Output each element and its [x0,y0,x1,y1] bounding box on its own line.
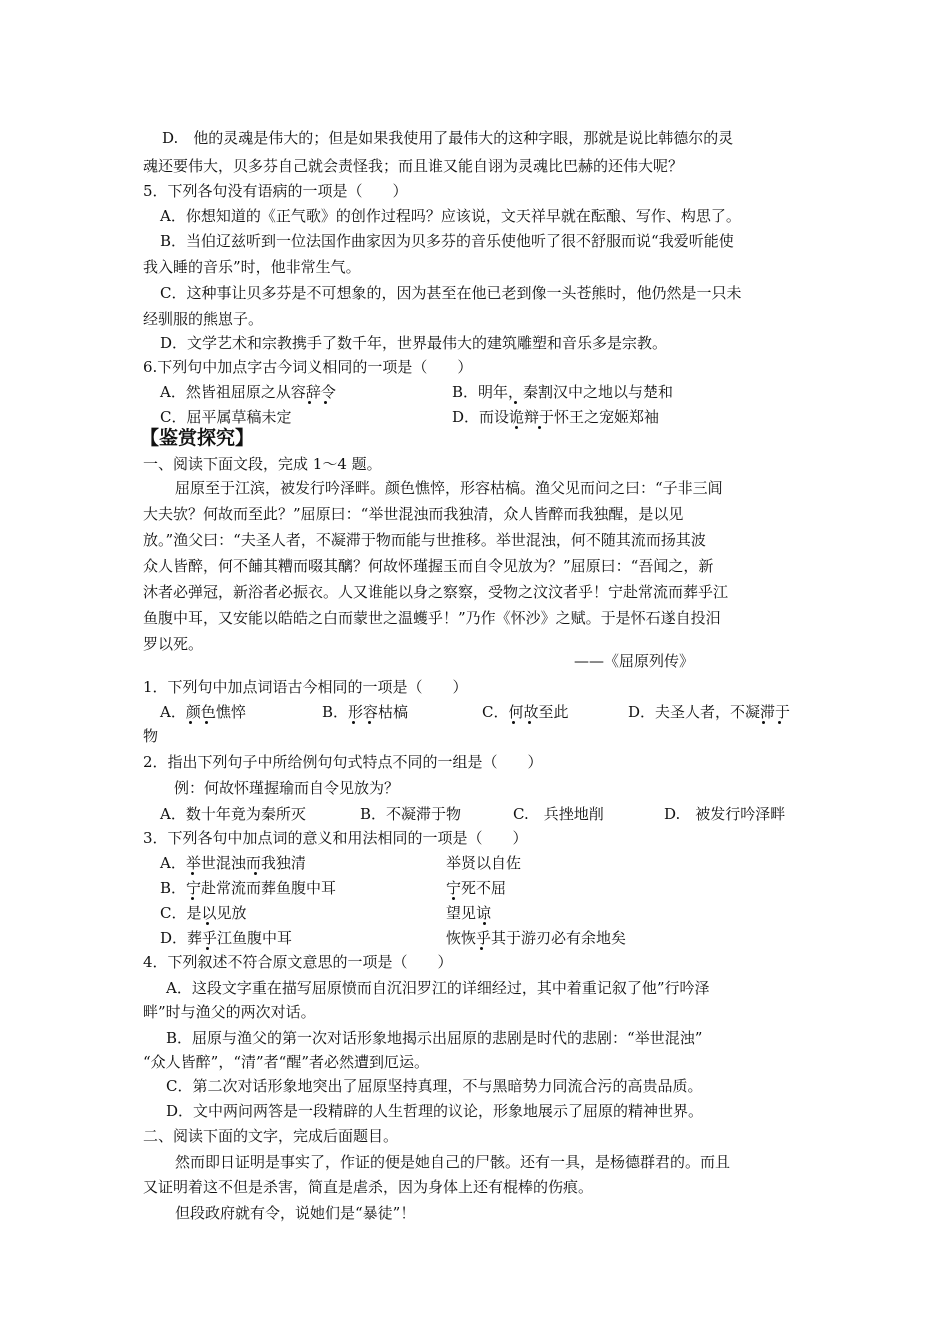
emphasis-dot [538,426,541,429]
emphasis-dot [368,721,371,724]
p1-q3-option-c-compare: 望见谅 [446,904,492,922]
emphasis-dot [352,721,355,724]
emphasis-dot [308,401,311,404]
p1-q3-option-a: A．举世混浊而我独清 [160,854,306,872]
p1-q4-option-a-line1: A．这段文字重在描写屈原愤而自沉汨罗江的详细经过，其中着重记叙了他”行吟泽 [166,979,710,997]
passage-line: 罗以死。 [143,635,204,653]
p1-q3-option-b: B．宁赴常流而葬鱼腹中耳 [160,879,337,897]
part2-paragraph-2: 但段政府就有令，说她们是“暴徒”！ [175,1204,416,1222]
emphasis-dot [528,721,531,724]
p1-q2-option-b: B．不凝滞于物 [360,805,462,823]
passage-source: ——《屈原列传》 [574,652,695,670]
emphasis-dot [254,872,257,875]
q6-option-a: A．然皆祖屈原之从容辞令 [160,383,336,401]
emphasis-dot [206,947,209,950]
passage-line: 大夫欤？何故而至此？”屈原曰：“举世混浊而我独清，众人皆醉而我独醒，是以见 [143,505,684,523]
p1-q2-option-c: C. 兵挫地削 [513,805,604,823]
p1-q3-option-d-compare: 恢恢乎其于游刃必有余地矣 [446,929,627,947]
part1-intro: 一、阅读下面文段，完成 1～4 题。 [143,455,382,473]
passage-line: 鱼腹中耳，又安能以皓皓之白而蒙世之温蠖乎！”乃作《怀沙》之赋。于是怀石遂自投汨 [143,609,721,627]
part2-intro: 二、阅读下面的文字，完成后面题目。 [143,1127,399,1145]
emphasis-dot [778,721,781,724]
section-heading: 【鉴赏探究】 [140,427,255,449]
emphasis-dot [514,401,517,404]
q5-option-c-line1: C．这种事让贝多芬是不可想象的，因为甚至在他已老到像一头苍熊时，他仍然是一只未 [160,284,742,302]
p1-q3-option-c: C．是以见放 [160,904,247,922]
emphasis-dot [483,922,486,925]
emphasis-dot [191,897,194,900]
q4-option-d-line1: D. 他的灵魂是伟大的；但是如果我使用了最伟大的这种字眼，那就是说比韩德尔的灵 [162,129,734,147]
part2-paragraph-1: 然而即日证明是事实了，作证的便是她自己的尸骸。还有一具，是杨德群君的。而且 [175,1153,731,1171]
p1-q3-option-d: D．葬乎江鱼腹中耳 [160,929,293,947]
passage-line: 众人皆醉，何不餔其糟而啜其醨？何故怀瑾握玉而自令见放为？”屈原曰：“吾闻之，新 [143,557,714,575]
q5-stem: 5．下列各句没有语病的一项是（ ） [143,182,408,200]
p1-q4-option-b-line2: “众人皆醉”，“清”者“醒”者必然遭到厄运。 [143,1053,430,1071]
q6-stem: 6.下列句中加点字古今词义相同的一项是（ ） [143,358,473,376]
p1-q1-option-c: C．何故至此 [482,703,569,721]
emphasis-dot [515,426,518,429]
p1-q1-stem: 1．下列句中加点词语古今相同的一项是（ ） [143,678,468,696]
p1-q4-option-b-line1: B．屈原与渔父的第一次对话形象地揭示出屈原的悲剧是时代的悲剧：“举世混浊” [166,1029,703,1047]
passage-line: 放。”渔父曰：“夫圣人者，不凝滞于物而能与世推移。举世混浊，何不随其流而扬其波 [143,531,706,549]
q5-option-c-line2: 经驯服的熊崽子。 [143,310,264,328]
p1-q3-option-b-compare: 宁死不屈 [446,879,507,897]
part2-paragraph-1-cont: 又证明着这不但是杀害，简直是虐杀，因为身体上还有棍棒的伤痕。 [143,1178,594,1196]
q5-option-a: A．你想知道的《正气歌》的创作过程吗？应该说，文天祥早就在酝酿、写作、构思了。 [160,207,741,225]
q5-option-b-line1: B．当伯辽兹听到一位法国作曲家因为贝多芬的音乐使他听了很不舒服而说“我爱听能使 [160,232,734,250]
q5-option-b-line2: 我入睡的音乐”时，他非常生气。 [143,258,361,276]
q6-option-b: B．明年，秦割汉中之地以与楚和 [452,383,674,401]
p1-q4-option-a-line2: 畔”时与渔父的两次对话。 [143,1003,316,1021]
p1-q1-option-b: B．形容枯槁 [322,703,409,721]
p1-q4-option-d: D．文中两问两答是一段精辟的人生哲理的议论，形象地展示了屈原的精神世界。 [166,1102,704,1120]
p1-q2-example: 例：何故怀瑾握瑜而自令见放为？ [174,779,400,797]
p1-q4-stem: 4．下列叙述不符合原文意思的一项是（ ） [143,953,453,971]
p1-q2-option-a: A．数十年竟为秦所灭 [160,805,306,823]
q4-option-d-line2: 魂还要伟大，贝多芬自己就会责怪我；而且谁又能自诩为灵魂比巴赫的还伟大呢？ [143,157,684,175]
emphasis-dot [452,897,455,900]
emphasis-dot [206,922,209,925]
emphasis-dot [762,721,765,724]
emphasis-dot [191,872,194,875]
passage-line: 沐者必弹冠，新浴者必振衣。人又谁能以身之察察，受物之汶汶者乎！宁赴常流而葬乎江 [143,583,729,601]
p1-q2-stem: 2．指出下列句子中所给例句句式特点不同的一组是（ ） [143,753,543,771]
q6-option-d: D．而设诡辩于怀王之宠姬郑袖 [452,408,660,426]
emphasis-dot [189,721,192,724]
emphasis-dot [324,401,327,404]
p1-q1-option-a: A．颜色憔悴 [160,703,246,721]
passage-line: 屈原至于江滨，被发行吟泽畔。颜色憔悴，形容枯槁。渔父见而问之曰：“子非三闾 [175,479,723,497]
emphasis-dot [480,947,483,950]
p1-q2-option-d: D. 被发行吟泽畔 [664,805,786,823]
q5-option-d: D．文学艺术和宗教携手了数千年，世界最伟大的建筑雕塑和音乐多是宗教。 [160,334,668,352]
p1-q4-option-c: C．第二次对话形象地突出了屈原坚持真理，不与黑暗势力同流合污的高贵品质。 [166,1077,703,1095]
emphasis-dot [512,721,515,724]
emphasis-dot [205,721,208,724]
p1-q3-stem: 3．下列各句中加点词的意义和用法相同的一项是（ ） [143,829,528,847]
p1-q3-option-a-compare: 举贤以自佐 [446,854,522,872]
q6-option-c: C．屈平属草稿未定 [160,408,292,426]
p1-q1-option-d: D．夫圣人者，不凝滞于 [628,703,791,721]
p1-q1-option-d-wrap: 物 [143,727,159,745]
